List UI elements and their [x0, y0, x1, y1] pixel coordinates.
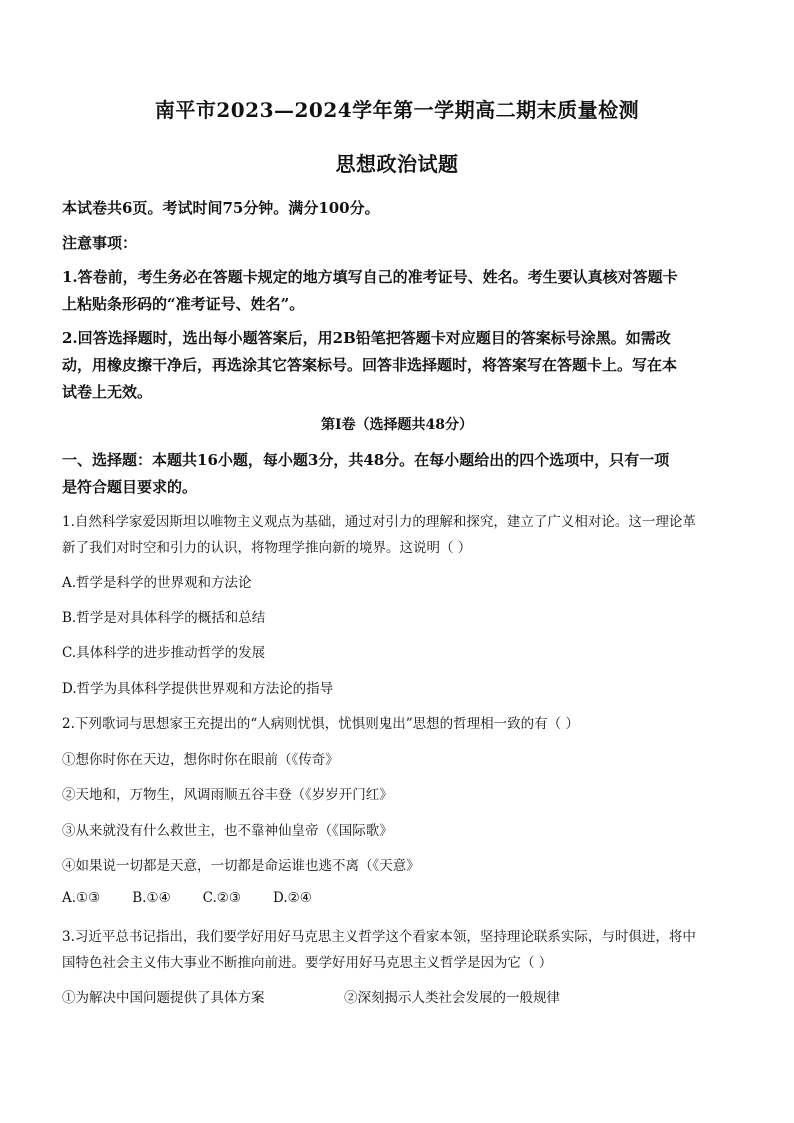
q2-option-a: A.①③: [62, 890, 101, 906]
q2-option-b: B.①④: [132, 890, 171, 906]
notice-item-2-line-3: 试卷上无效。: [62, 383, 153, 401]
notice-heading: 注意事项：: [62, 234, 138, 252]
q2-option-d: D.②④: [273, 890, 312, 906]
q3-stem-line-1: 3.习近平总书记指出，我们要学好用好马克思主义哲学这个看家本领，坚持理论联系实际，与时俱进，将中: [62, 929, 696, 945]
notice-item-1-line-1: 1.答卷前，考生务必在答题卡规定的地方填写自己的准考证号、姓名。考生要认真核对答题卡: [62, 268, 678, 286]
section-instructions-line-1: 一、选择题：本题共16小题，每小题3分，共48分。在每小题给出的四个选项中，只有一项: [62, 451, 670, 469]
q3-item-1: ①为解决中国问题提供了具体方案: [62, 990, 265, 1006]
q2-options-row: [62, 890, 732, 906]
q2-item-1: ①想你时你在天边，想你时你在眼前（《传奇》: [62, 752, 339, 768]
q1-stem-line-1: 1.自然科学家爱因斯坦以唯物主义观点为基础，通过对引力的理解和探究，建立了广义相对论。这一理论革: [62, 514, 696, 530]
q1-option-b: B.哲学是对具体科学的概括和总结: [62, 610, 266, 626]
q2-item-3: ③从来就没有什么救世主，也不靠神仙皇帝（《国际歌》: [62, 823, 393, 839]
exam-subtitle: 思想政治试题: [335, 152, 459, 176]
q3-items-row: [62, 986, 732, 1006]
notice-item-2-line-1: 2.回答选择题时，选出每小题答案后，用2B铅笔把答题卡对应题目的答案标号涂黑。如需改: [62, 329, 671, 347]
q2-item-4: ④如果说一切都是天意，一切都是命运谁也逃不离（《天意》: [62, 858, 420, 874]
section-instructions-line-2: 是符合题目要求的。: [62, 478, 198, 496]
q2-option-c: C.②③: [202, 890, 242, 906]
notice-item-2-line-2: 动，用橡皮擦干净后，再选涂其它答案标号。回答非选择题时，将答案写在答题卡上。写在本: [62, 356, 678, 374]
exam-title: 南平市2023—2024学年第一学期高二期末质量检测: [154, 98, 640, 122]
part1-heading: 第Ⅰ卷（选择题共48分）: [320, 417, 474, 433]
q1-option-a: A.哲学是科学的世界观和方法论: [62, 575, 252, 591]
q1-option-d: D.哲学为具体科学提供世界观和方法论的指导: [62, 681, 334, 697]
q2-item-2: ②天地和，万物生，风调雨顺五谷丰登（《岁岁开门红》: [62, 787, 393, 803]
exam-intro: 本试卷共6页。考试时间75分钟。满分100分。: [62, 199, 380, 217]
notice-item-1-line-2: 上粘贴条形码的“准考证号、姓名”。: [62, 295, 305, 313]
q3-stem-line-2: 国特色社会主义伟大事业不断推向前进。要学好用好马克思主义哲学是因为它（ ）: [62, 955, 553, 971]
q1-option-c: C.具体科学的进步推动哲学的发展: [62, 645, 266, 661]
q1-stem-line-2: 新了我们对时空和引力的认识，将物理学推向新的境界。这说明（ ）: [62, 540, 472, 556]
q3-item-2: ②深刻揭示人类社会发展的一般规律: [344, 990, 560, 1006]
q2-stem: 2.下列歌词与思想家王充提出的“人病则忧惧，忧惧则鬼出”思想的哲理相一致的有（ ）: [62, 716, 579, 732]
